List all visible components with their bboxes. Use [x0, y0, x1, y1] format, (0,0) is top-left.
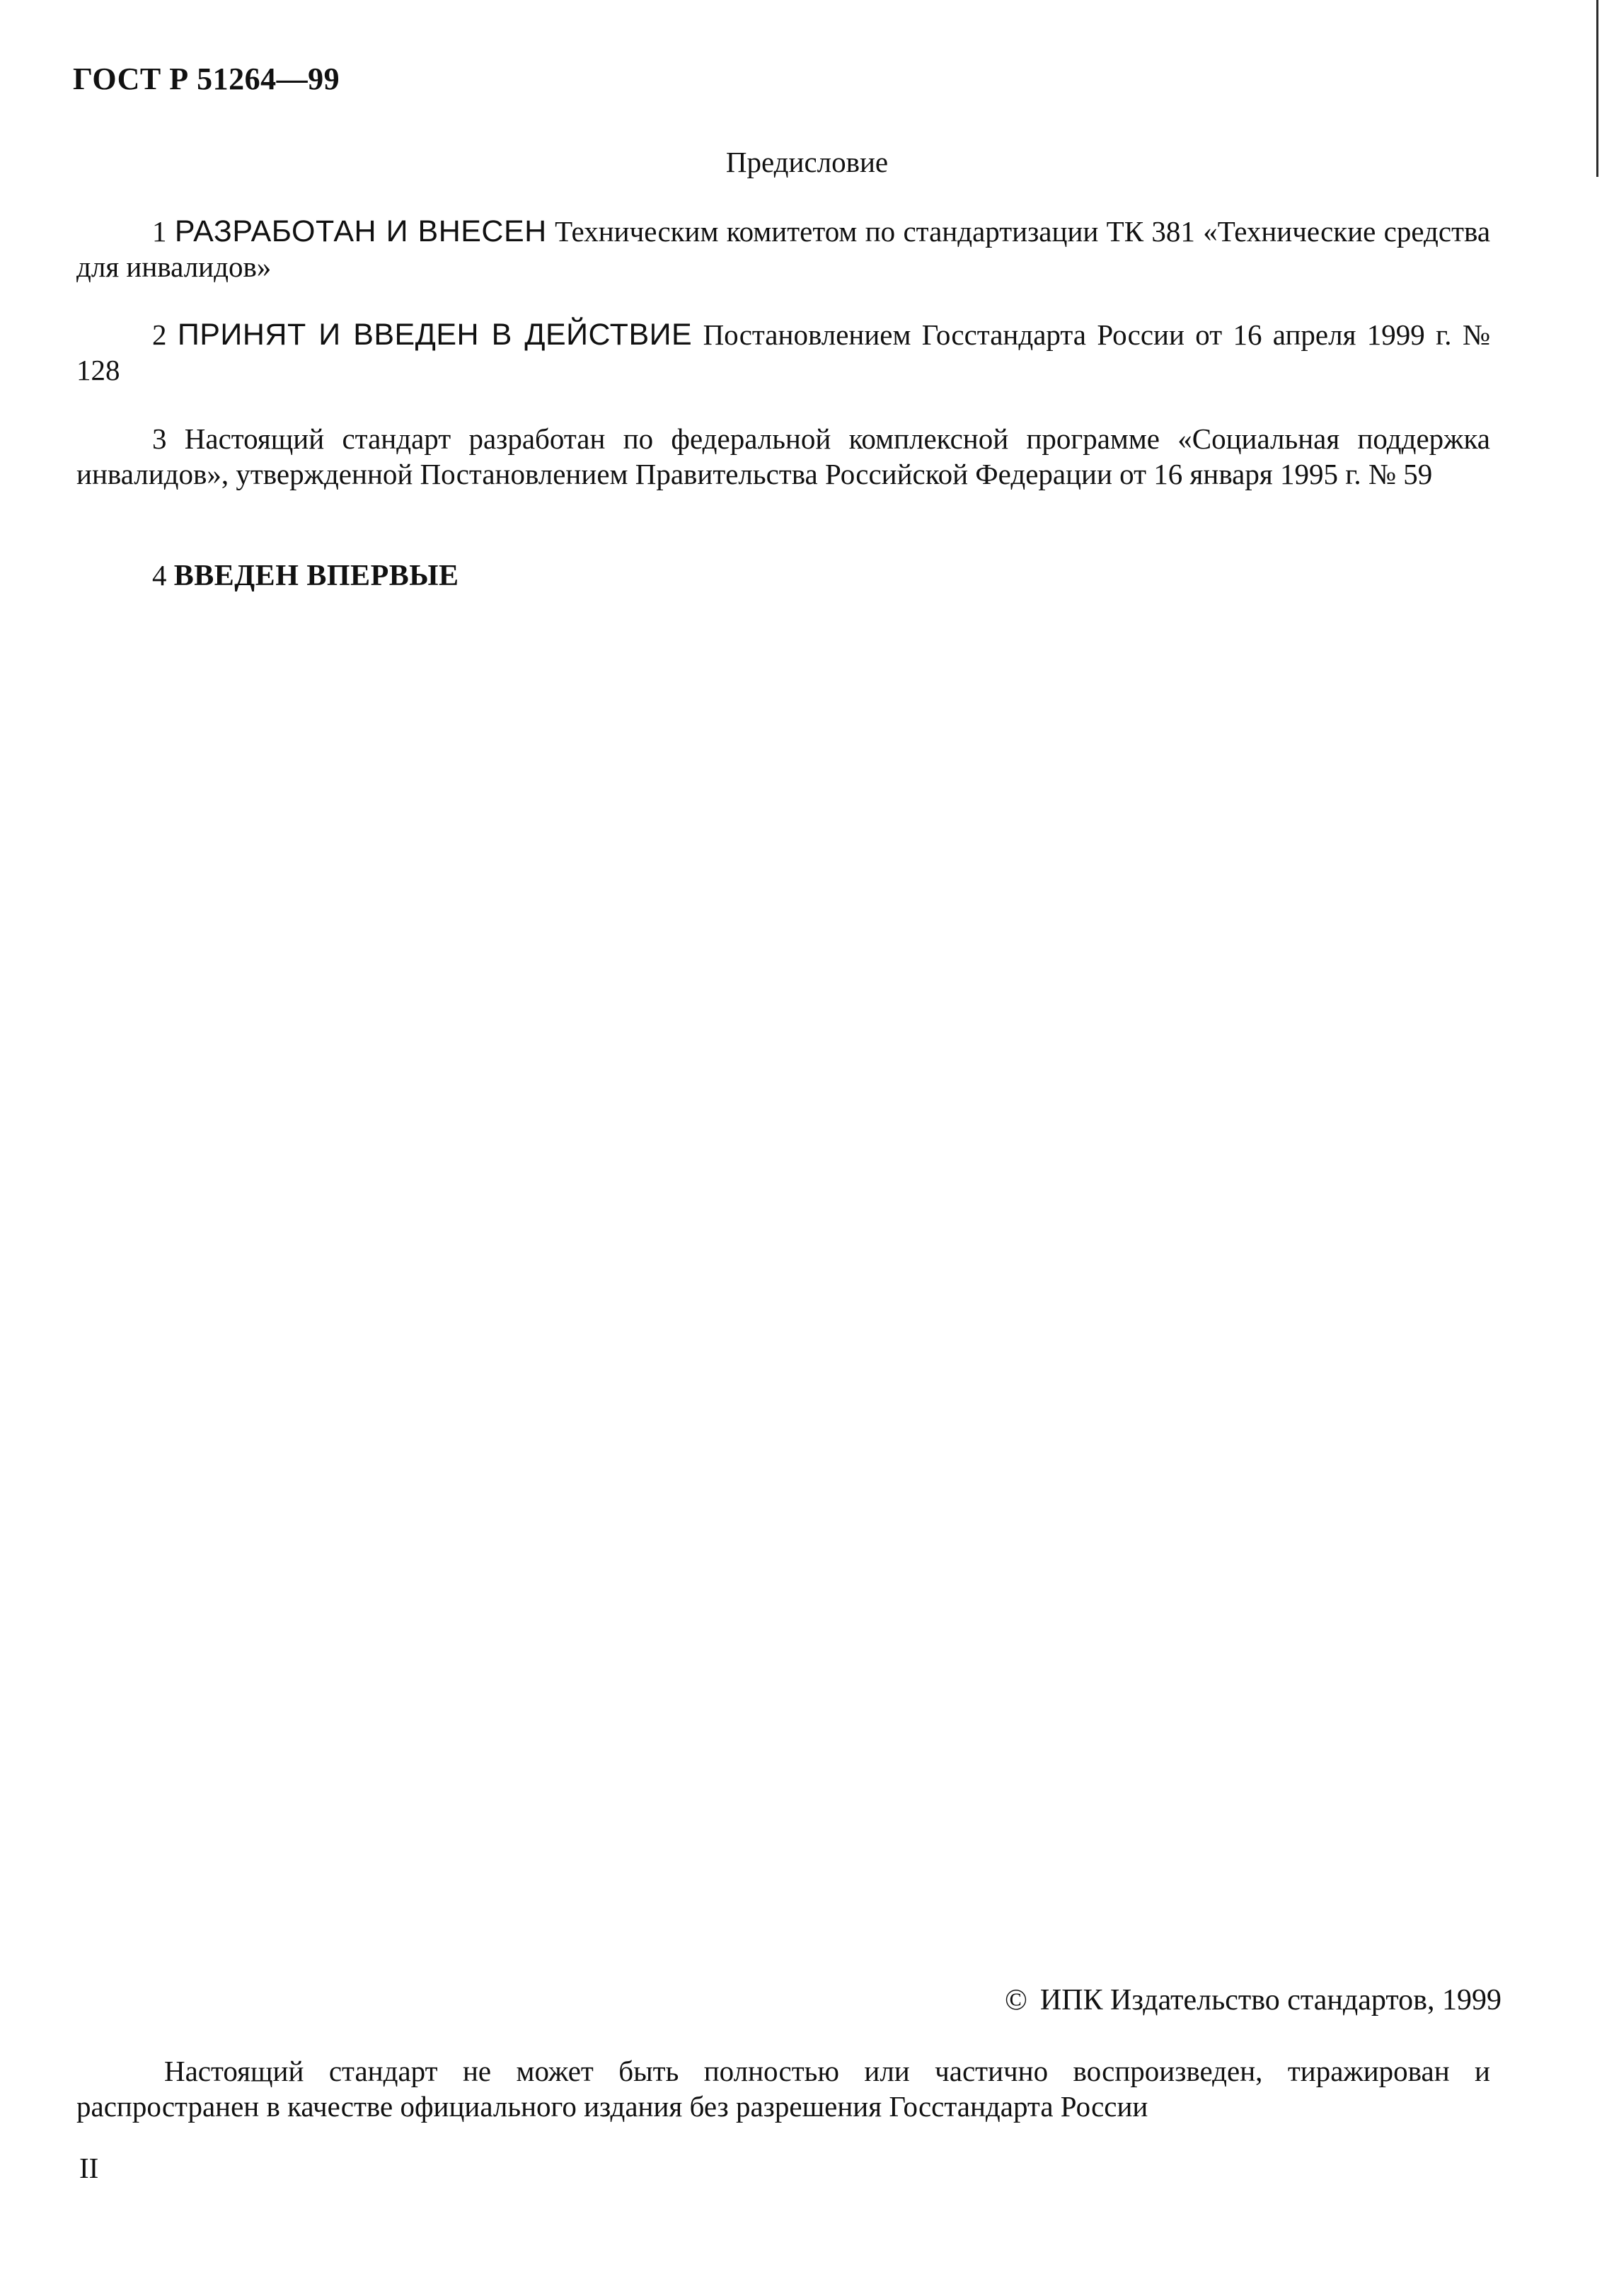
document-header: ГОСТ Р 51264—99 — [73, 62, 340, 96]
copyright-line — [1005, 1983, 1501, 2017]
paragraph-1-text: Техническим комитетом по стандартизации ТК 381 «Технические средства для инвалидов» — [76, 215, 1491, 283]
page-title: Предисловие — [725, 146, 889, 178]
paragraph-1 — [76, 214, 1490, 284]
paragraph-1-number: 1 — [152, 215, 167, 248]
reproduction-notice: Настоящий стандарт не может быть полностью или частично воспроизведен, тиражирован и распространен в качестве официального издания без разрешения Госстандарта России — [76, 2055, 1490, 2123]
paragraph-1-lead: РАЗРАБОТАН И ВНЕСЕН — [174, 214, 547, 248]
paragraph-3-number: 3 — [152, 422, 167, 455]
paragraph-4-lead: ВВЕДЕН ВПЕРВЫЕ — [173, 560, 459, 592]
page-number: II — [79, 2152, 99, 2184]
paragraph-2-lead: ПРИНЯТ И ВВЕДЕН В ДЕЙСТВИЕ — [177, 318, 693, 352]
paragraph-3-text: Настоящий стандарт разработан по федеральной комплексной программе «Социальная поддержка инвалидов», утвержденной Постановлением Правительства Российской Федерации от 16 января 1995 г. № 59 — [76, 422, 1490, 490]
copyright-text: ИПК Издательство стандартов, 1999 — [1039, 1984, 1501, 2017]
paragraph-4-number: 4 — [152, 559, 167, 592]
paragraph-2-text: Постановлением Госстандарта России от 16 апреля 1999 г. № 128 — [76, 318, 1491, 386]
paragraph-2-number: 2 — [152, 318, 167, 351]
copyright-icon: © — [1004, 1984, 1027, 2017]
paragraph-3 — [76, 421, 1490, 492]
paragraph-2 — [76, 317, 1490, 388]
paragraph-4 — [76, 558, 1490, 594]
